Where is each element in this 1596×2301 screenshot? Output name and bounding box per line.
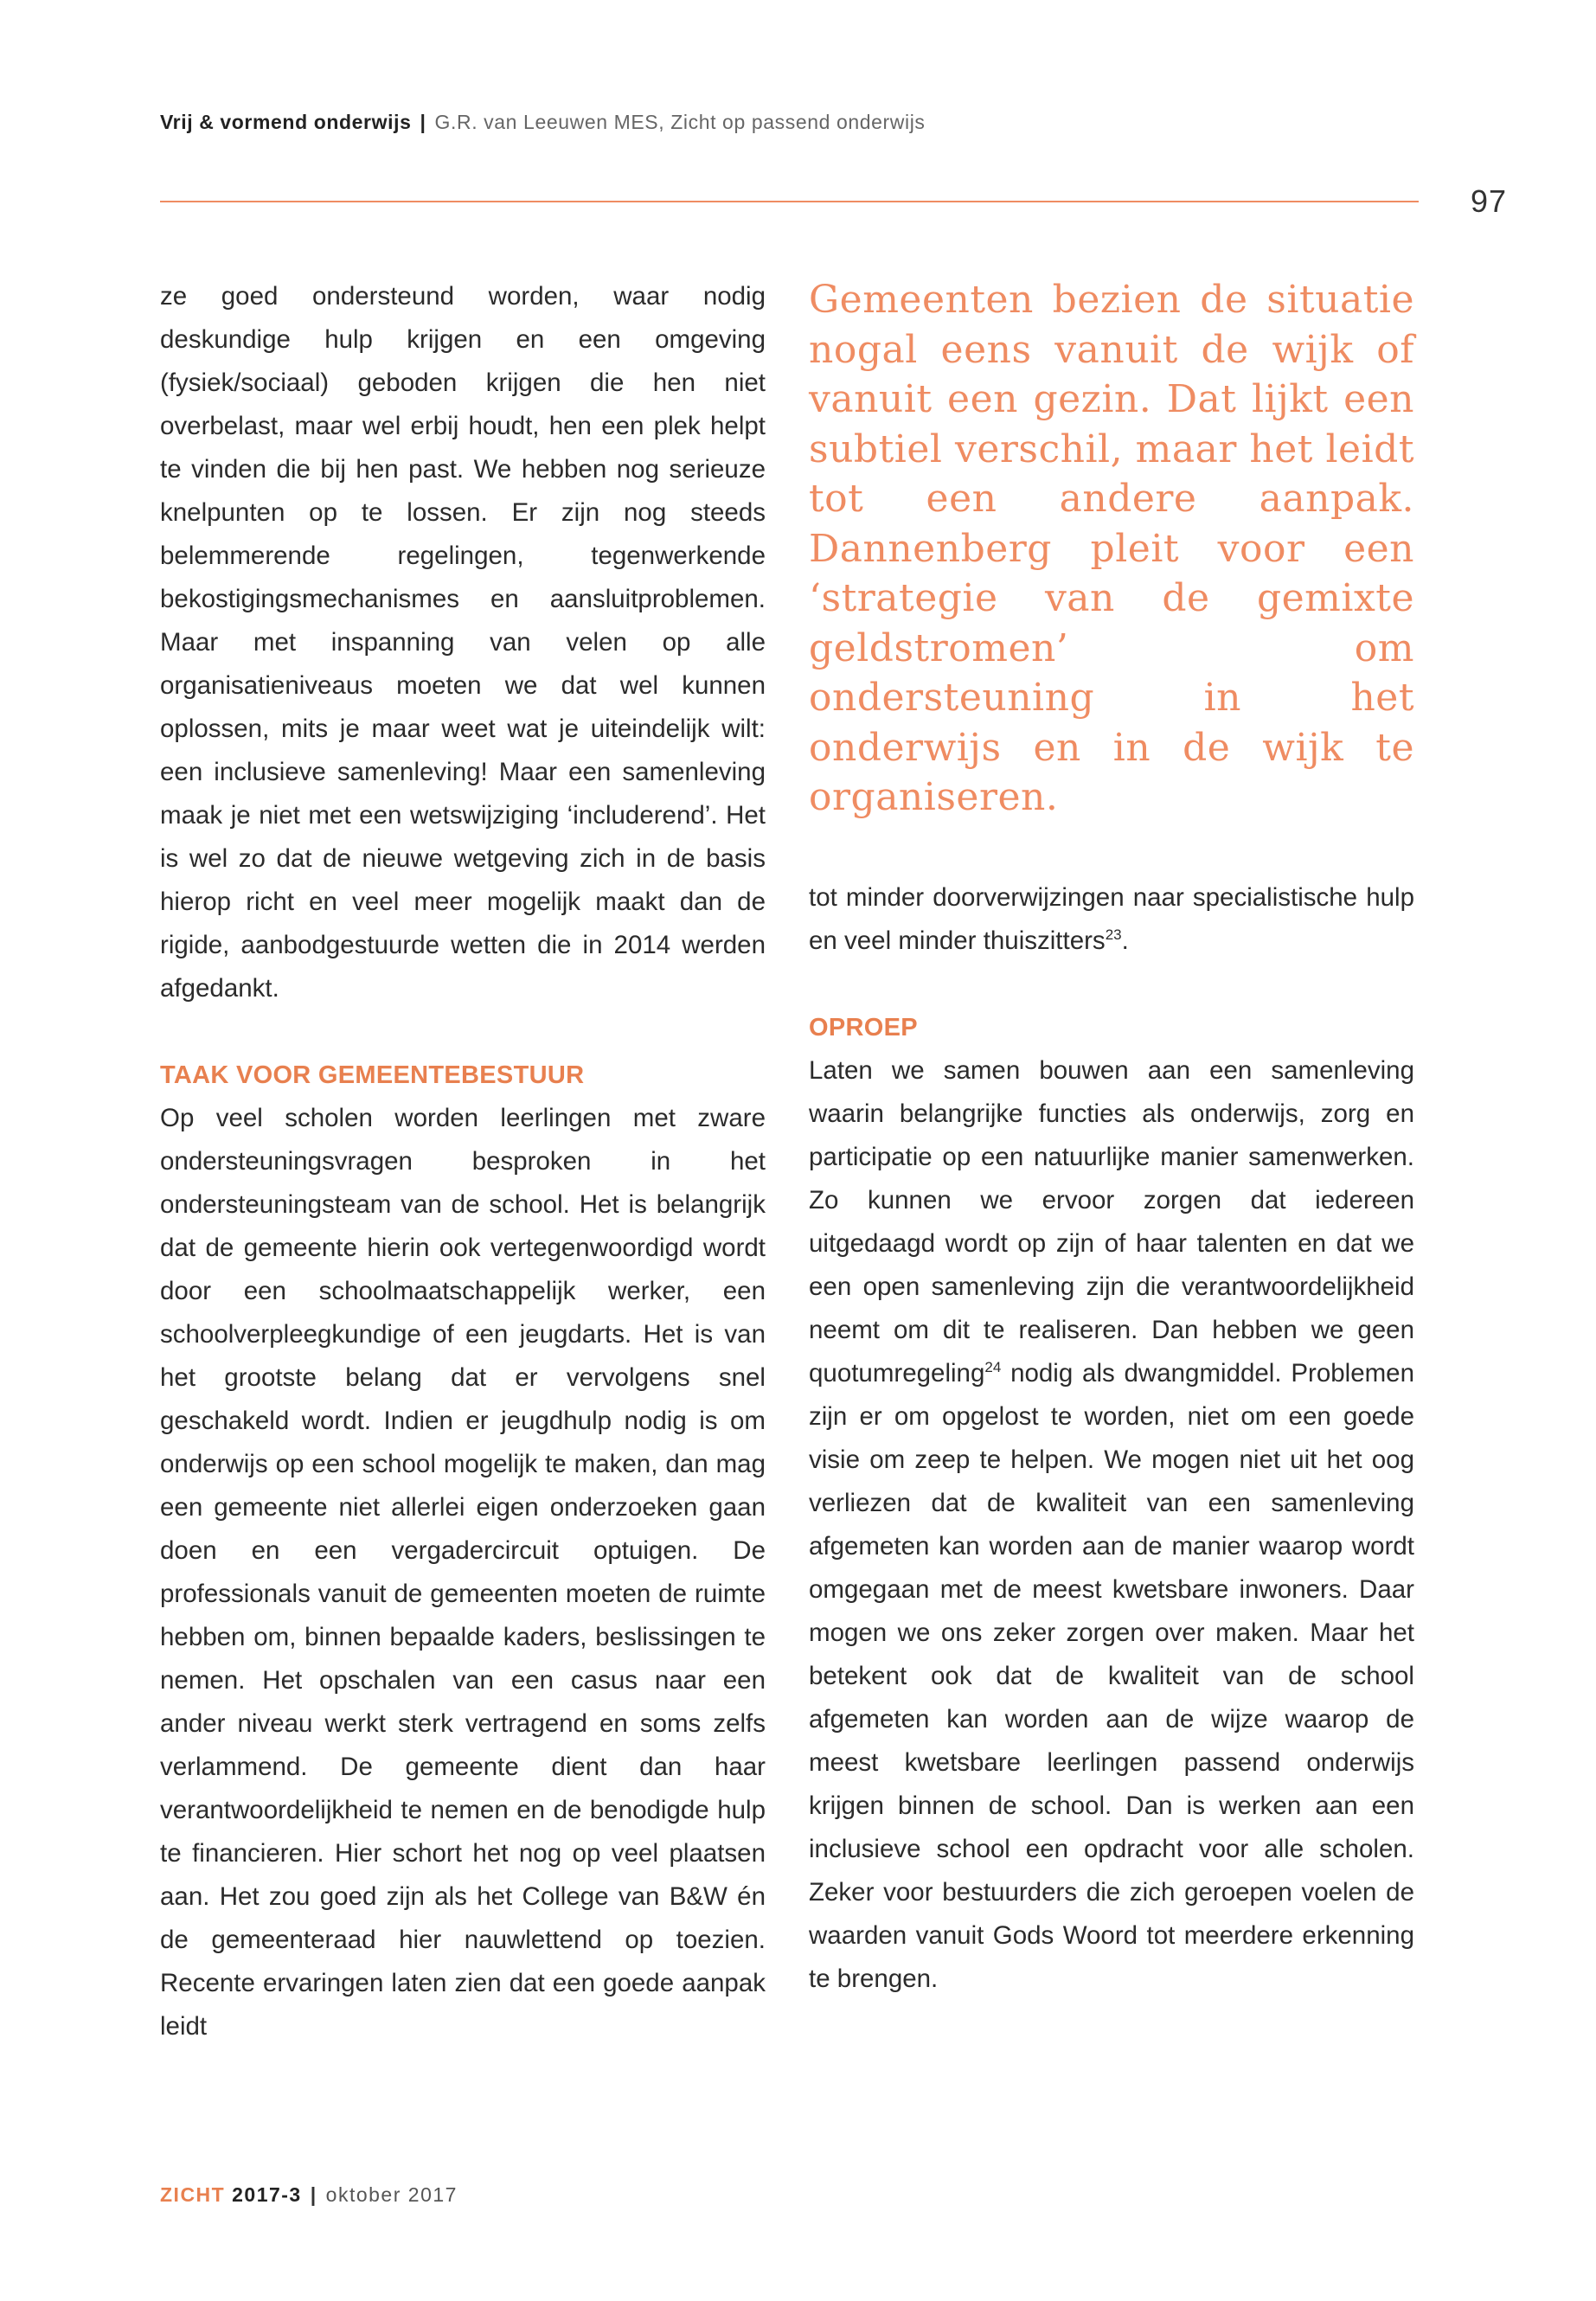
section-heading: OPROEP: [809, 1013, 918, 1042]
footnote-marker: 24: [984, 1358, 1002, 1375]
series-title: Vrij & vormend onderwijs: [160, 111, 412, 133]
author-title: G.R. van Leeuwen MES, Zicht op passend onderwijs: [434, 111, 926, 133]
paragraph-part: Laten we samen bouwen aan een samenleving waarin belangrijke functies als onderwijs, zorg en participatie op een natuurlijke manier samenwerken. Zo kunnen we ervoor zorgen dat iedereen uitgedaagd wordt op zijn of haar talenten en dat we een open samenleving zijn die verantwoordelijkheid neemt om dit te realiseren. Dan hebben we geen quotumregeling: [809, 1055, 1414, 1388]
body-paragraph: [809, 876, 1414, 963]
continuation-end: .: [1121, 926, 1129, 955]
issue-number: 2017-3: [232, 2183, 302, 2206]
body-paragraph: Op veel scholen worden leerlingen met zware ondersteuningsvragen besproken in het ondersteuningsteam van de school. Het is belangrijk dat de gemeente hierin ook vertegenwoordigd wordt door een schoolmaatschappelijk werker, een schoolverpleegkundige of een jeugdarts. Het is van het grootste belang dat er vervolgens snel geschakeld wordt. Indien er jeugdhulp nodig is om onderwijs op een school mogelijk te maken, dan mag een gemeente niet allerlei eigen onderzoeken gaan doen en een vergadercircuit optuigen. De professionals vanuit de gemeenten moeten de ruimte hebben om, binnen bepaalde kaders, beslissingen te nemen. Het opschalen van een casus naar een ander niveau werkt sterk vertragend en soms zelfs verlammend. De gemeente dient dan haar verantwoordelijkheid te nemen en de benodigde hulp te financieren. Hier schort het nog op veel plaatsen aan. Het zou goed zijn als het College van B&W én de gemeenteraad hier nauwlettend op toezien. Recente ervaringen laten zien dat een goede aanpak leidt: [160, 1104, 766, 2041]
magazine-name: ZICHT: [160, 2183, 226, 2206]
body-paragraph: ze goed ondersteund worden, waar nodig deskundige hulp krijgen en een omgeving (fysiek/sociaal) geboden krijgen die hen niet overbelast, maar wel erbij houdt, hen een plek helpt te vinden die bij hen past. We hebben nog serieuze knelpunten op te lossen. Er zijn nog steeds belemmerende regelingen, tegenwerkende bekostigingsmechanismes en aansluitproblemen. Maar met inspanning van velen op alle organisatieniveaus moeten we dat wel kunnen oplossen, mits je maar weet wat je uiteindelijk wilt: een inclusieve samenleving! Maar een samenleving maak je niet met een wetswijziging ‘includerend’. Het is wel zo dat de nieuwe wetgeving zich in de basis hierop richt en veel meer mogelijk maakt dan de rigide, aanbodgestuurde wetten die in 2014 werden afgedankt.: [160, 282, 766, 1003]
page-footer: [160, 2183, 458, 2207]
body-paragraph: [809, 1049, 1414, 2001]
header-separator: |: [420, 111, 426, 133]
section-spacer: [160, 1010, 766, 1054]
footer-separator: |: [310, 2183, 317, 2206]
page-number: 97: [1471, 183, 1508, 219]
section-spacer: [809, 963, 1414, 1006]
issue-date: oktober 2017: [325, 2183, 458, 2206]
left-column: [160, 275, 766, 2048]
footnote-marker: 23: [1105, 926, 1122, 943]
paragraph-part: nodig als dwangmiddel. Problemen zijn er om opgelost te worden, niet om een goede visie om zeep te helpen. We mogen niet uit het oog verliezen dat de kwaliteit van een samenleving afgemeten kan worden aan de manier waarop wordt omgegaan met de meest kwetsbare inwoners. Daar mogen we ons zeker zorgen over maken. Maar het betekent ook dat de kwaliteit van de school afgemeten kan worden aan de wijze waarop de meest kwetsbare leerlingen passend onderwijs krijgen binnen de school. Dan is werken aan een inclusieve school een opdracht voor alle scholen. Zeker voor bestuurders die zich geroepen voelen de waarden vanuit Gods Woord tot meerdere erkenning te brengen.: [809, 1358, 1414, 1993]
header-rule: [160, 201, 1419, 202]
pull-quote: Gemeenten bezien de situatie nogal eens vanuit de wijk of vanuit een gezin. Dat lijkt een subtiel verschil, maar het leidt tot een andere aanpak. Dannenberg pleit voor een ‘strategie van de gemixte geldstromen’ om ondersteuning in het onderwijs en in de wijk te organiseren.: [809, 278, 1414, 819]
running-header: [160, 111, 926, 134]
continuation-text: tot minder doorverwijzingen naar specialistische hulp en veel minder thuiszitters: [809, 882, 1414, 955]
section-heading: TAAK VOOR GEMEENTEBESTUUR: [160, 1061, 585, 1089]
right-column: [809, 275, 1414, 2001]
